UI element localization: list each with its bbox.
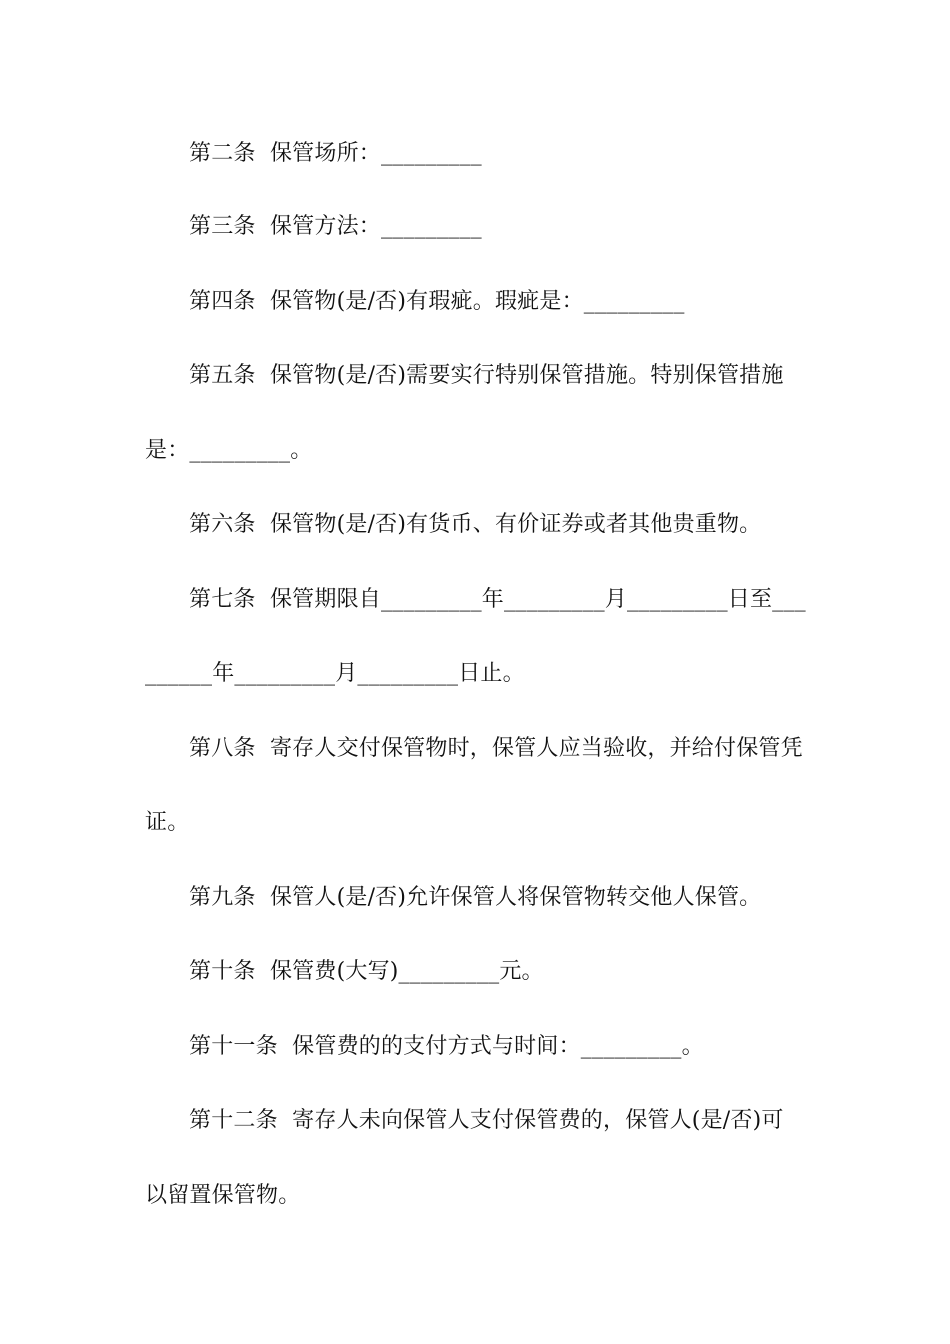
article-7-storage-period: 第七条 保管期限自_________年_________月_________日至___ [189,587,806,612]
article-2-storage-place: 第二条 保管场所：_________ [189,141,482,166]
article-4-defects: 第四条 保管物(是/否)有瑕疵。瑕疵是：_________ [189,289,685,314]
article-10-fee: 第十条 保管费(大写)_________元。 [189,959,544,984]
article-8-continuation: 证。 [145,810,190,835]
article-3-storage-method: 第三条 保管方法：_________ [189,214,482,239]
article-6-valuables: 第六条 保管物(是/否)有货币、有价证券或者其他贵重物。 [189,512,762,537]
article-5-continuation: 是：_________。 [145,438,313,463]
article-7-continuation: ______年_________月_________日止。 [145,661,525,686]
article-9-transfer: 第九条 保管人(是/否)允许保管人将保管物转交他人保管。 [189,885,762,910]
article-5-special-measures: 第五条 保管物(是/否)需要实行特别保管措施。特别保管措施 [189,363,784,388]
article-11-payment: 第十一条 保管费的的支付方式与时间：_________。 [189,1034,704,1059]
article-12-lien: 第十二条 寄存人未向保管人支付保管费的，保管人(是/否)可 [189,1108,784,1133]
article-12-continuation: 以留置保管物。 [145,1183,301,1208]
article-8-inspection: 第八条 寄存人交付保管物时，保管人应当验收，并给付保管凭 [189,736,803,761]
